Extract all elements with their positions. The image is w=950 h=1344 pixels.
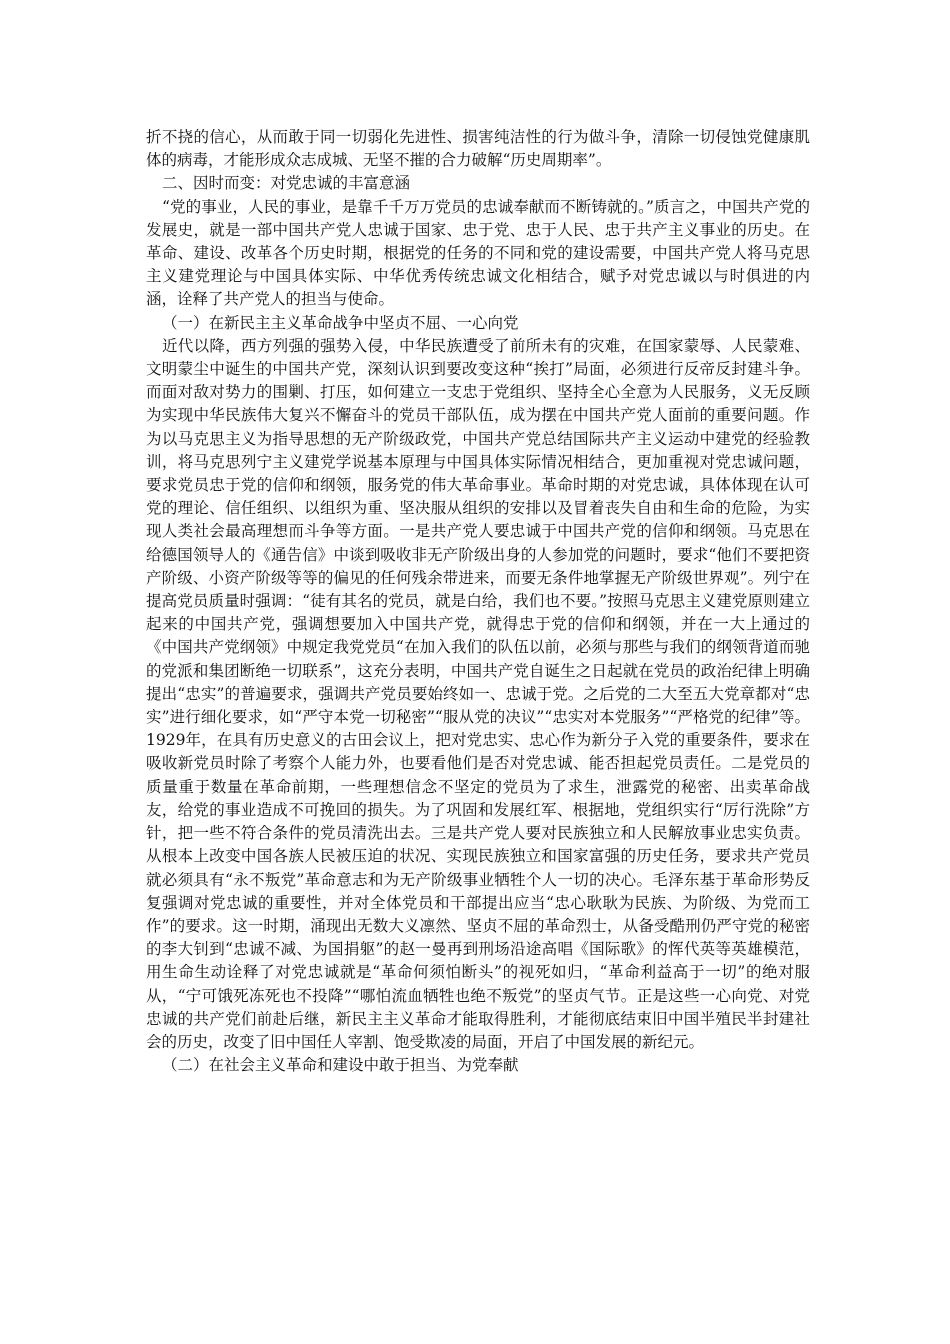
section-heading-2: 二、因时而变：对党忠诚的丰富意涵 bbox=[162, 174, 411, 193]
paragraph-section-2-intro: “党的事业，人民的事业，是靠千千万万党员的忠诚奉献而不断铸就的。”质言之，中国共产党的发展史，就是一部中国共产党人忠诚于国家、忠于党、忠于人民、忠于共产主义事业的历史。在革命、建设、改革各个历史时期，根据党的任务的不同和党的建设需要，中国共产党人将马克思主义建党理论与中国具体实际、中华优秀传统忠诚文化相结合，赋予对党忠诚以与时俱进的内涵，诠释了共产党人的担当与使命。 bbox=[146, 197, 810, 309]
document-body bbox=[146, 126, 810, 1077]
subsection-heading-2-2: （二）在社会主义革命和建设中敢于担当、为党奉献 bbox=[162, 1056, 519, 1075]
paragraph-continuation: 折不挠的信心，从而敢于同一切弱化先进性、损害纯洁性的行为做斗争，清除一切侵蚀党健康肌体的病毒，才能形成众志成城、无坚不摧的合力破解“历史周期率”。 bbox=[146, 128, 810, 170]
paragraph-section-2-1: 近代以降，西方列强的强势入侵，中华民族遭受了前所未有的灾难，在国家蒙辱、人民蒙难、文明蒙尘中诞生的中国共产党，深刻认识到要改变这种“挨打”局面，必须进行反帝反封建斗争。而面对敌对势力的围剿、打压，如何建立一支忠于党组织、坚持全心全意为人民服务，义无反顾为实现中华民族伟大复兴不懈奋斗的党员干部队伍，成为摆在中国共产党人面前的重要问题。作为以马克思主义为指导思想的无产阶级政党，中国共产党总结国际共产主义运动中建党的经验教训，将马克思列宁主义建党学说基本原理与中国具体实际情况相结合，更加重视对党忠诚问题，要求党员忠于党的信仰和纲领，服务党的伟大革命事业。革命时期的对党忠诚，具体体现在认可党的理论、信任组织、以组织为重、坚决服从组织的安排以及冒着丧失自由和生命的危险，为实现人类社会最高理想而斗争等方面。一是共产党人要忠诚于中国共产党的信仰和纲领。马克思在给德国领导人的《通告信》中谈到吸收非无产阶级出身的人参加党的问题时，要求“他们不要把资产阶级、小资产阶级等等的偏见的任何残余带进来，而要无条件地掌握无产阶级世界观”。列宁在提高党员质量时强调：“徒有其名的党员，就是白给，我们也不要。”按照马克思主义建党原则建立起来的中国共产党，强调想要加入中国共产党，就得忠于党的信仰和纲领，并在一大上通过的《中国共产党纲领》中规定我党党员“在加入我们的队伍以前，必须与那些与我们的纲领背道而驰的党派和集团断绝一切联系”，这充分表明，中国共产党自诞生之日起就在党员的政治纪律上明确提出“忠实”的普遍要求，强调共产党员要始终如一、忠诚于党。之后党的二大至五大党章都对“忠实”进行细化要求，如“严守本党一切秘密”“服从党的决议”“忠实对本党服务”“严格党的纪律”等。1929年，在具有历史意义的古田会议上，把对党忠实、忠心作为新分子入党的重要条件，要求在吸收新党员时除了考察个人能力外，也要看他们是否对党忠诚、能否担起党员责任。二是党员的质量重于数量在革命前期，一些理想信念不坚定的党员为了求生，泄露党的秘密、出卖革命战友，给党的事业造成不可挽回的损失。为了巩固和发展红军、根据地，党组织实行“厉行洗除”方针，把一些不符合条件的党员清洗出去。三是共产党人要对民族独立和人民解放事业忠实负责。从根本上改变中国各族人民被压迫的状况、实现民族独立和国家富强的历史任务，要求共产党员就必须具有“永不叛党”革命意志和为无产阶级事业牺牲个人一切的决心。毛泽东基于革命形势反复强调对党忠诚的重要性，并对全体党员和干部提出应当“忠心耿耿为民族、为阶级、为党而工作”的要求。这一时期，涌现出无数大义凛然、坚贞不屈的革命烈士，从备受酷刑仍严守党的秘密的李大钊到“忠诚不减、为国捐躯”的赵一曼再到刑场沿途高唱《国际歌》的恽代英等英雄模范，用生命生动诠释了对党忠诚就是“革命何须怕断头”的视死如归，“革命利益高于一切”的绝对服从，“宁可饿死冻死也不投降”“哪怕流血牺牲也绝不叛党”的坚贞气节。正是这些一心向党、对党忠诚的共产党们前赴后继，新民主主义革命才能取得胜利，才能彻底结束旧中国半殖民半封建社会的历史，改变了旧中国任人宰割、饱受欺凌的局面，开启了中国发展的新纪元。 bbox=[146, 336, 810, 1051]
subsection-heading-2-1: （一）在新民主主义革命战争中坚贞不屈、一心向党 bbox=[162, 313, 519, 332]
